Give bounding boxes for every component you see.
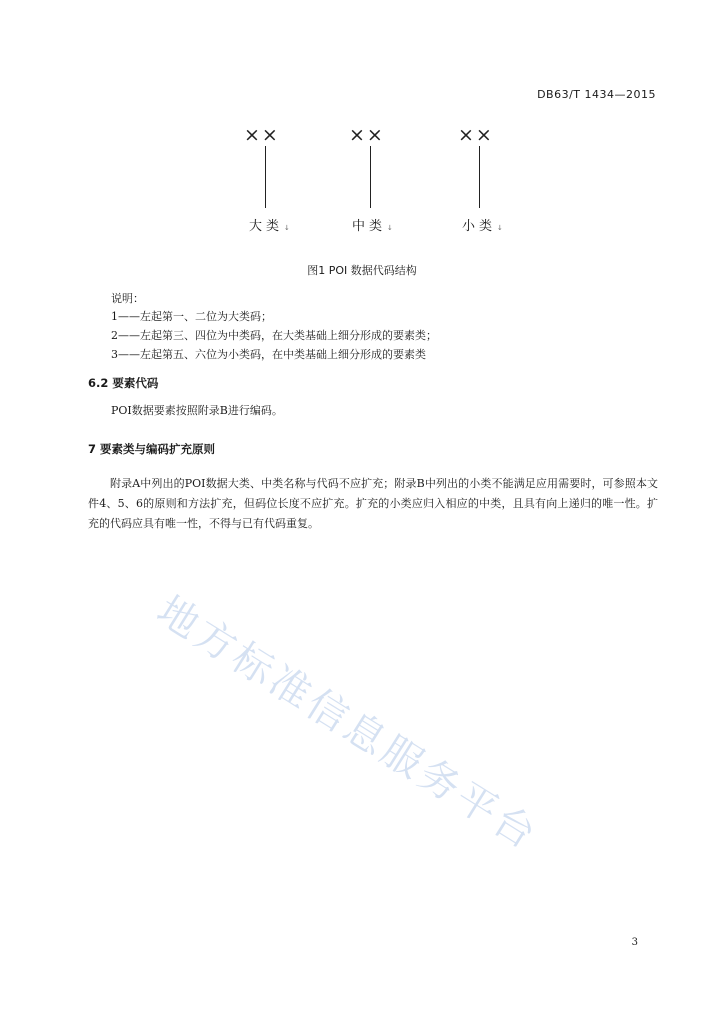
- connector-line-major: [265, 146, 266, 208]
- page-number: 3: [631, 937, 638, 948]
- notes-title: 说明：: [111, 292, 144, 305]
- note-item-2: 2——左起第三、四位为中类码，在大类基础上细分形成的要素类；: [111, 329, 437, 342]
- figure-caption: 图1 POI 数据代码结构: [307, 264, 417, 277]
- label-mark: ↓: [284, 224, 290, 232]
- section-7-paragraph: 附录A中列出的POI数据大类、中类名称与代码不应扩充；附录B中列出的小类不能满足应用需要时，可参照本文件4、5、6的原则和方法扩充，但码位长度不应扩充。扩充的小类应归入相应的中类，且具有向上递归的唯一性。扩充的代码应具有唯一性，不得与已有代码重复。: [88, 477, 658, 530]
- code-mark-major: ××: [244, 124, 280, 146]
- label-major-category: [249, 215, 290, 234]
- label-medium-category: [352, 215, 393, 234]
- label-minor-text: 小类: [462, 219, 497, 234]
- document-code: DB63/T 1434—2015: [537, 88, 656, 101]
- label-mark: ↓: [497, 224, 503, 232]
- connector-line-medium: [370, 146, 371, 208]
- note-item-1: 1——左起第一、二位为大类码；: [111, 310, 272, 323]
- label-major-text: 大类: [249, 219, 284, 234]
- connector-line-minor: [479, 146, 480, 208]
- label-mark: ↓: [387, 224, 393, 232]
- section-6-2-heading: 6.2 要素代码: [88, 376, 159, 390]
- watermark: 地方标准信息服务平台: [148, 587, 547, 860]
- code-mark-minor: ××: [458, 124, 494, 146]
- note-item-3: 3——左起第五、六位为小类码，在中类基础上细分形成的要素类: [111, 348, 426, 361]
- code-mark-medium: ××: [349, 124, 385, 146]
- label-minor-category: [462, 215, 503, 234]
- section-7-heading: 7 要素类与编码扩充原则: [88, 442, 216, 456]
- section-6-2-text: POI数据要素按照附录B进行编码。: [111, 404, 283, 417]
- label-medium-text: 中类: [352, 219, 387, 234]
